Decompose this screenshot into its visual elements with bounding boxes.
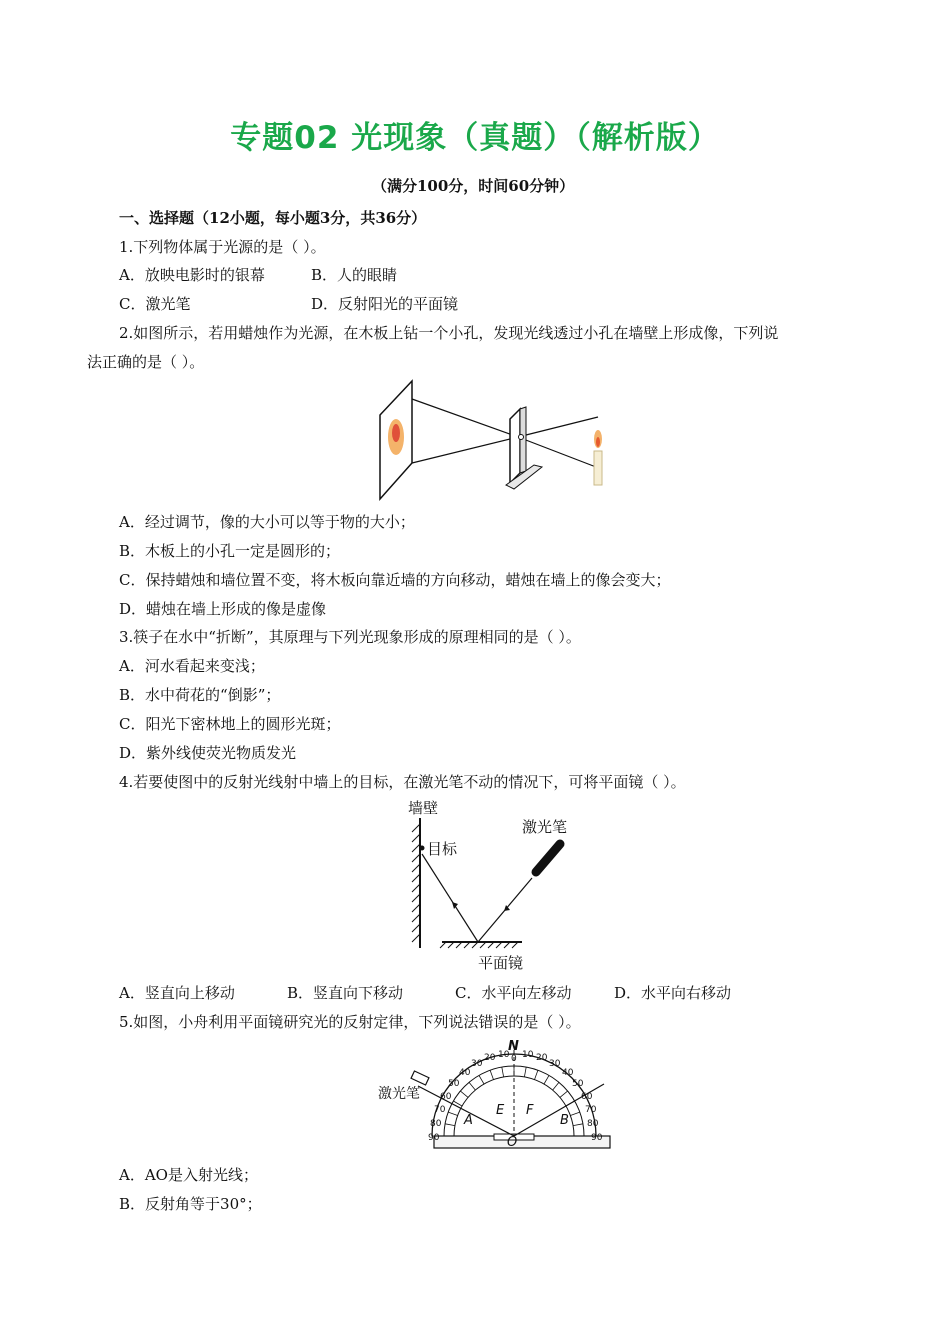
tick-50-right: 50 <box>572 1079 584 1089</box>
question-3-option-d: D．紫外线使荧光物质发光 <box>119 744 297 762</box>
tick-20-left: 20 <box>484 1053 496 1063</box>
tick-70-left: 70 <box>434 1105 446 1115</box>
question-3-option-b: B．水中荷花的“倒影”； <box>119 686 281 704</box>
question-5-option-a: A．AO是入射光线； <box>119 1166 258 1184</box>
tick-80-right: 80 <box>587 1119 599 1129</box>
question-2-option-d: D．蜡烛在墙上形成的像是虚像 <box>119 600 327 618</box>
section-heading: 一、选择题（12小题，每小题3分，共36分） <box>119 209 427 227</box>
point-a-label: A <box>464 1113 473 1128</box>
tick-70-right: 70 <box>585 1105 597 1115</box>
tick-80-left: 80 <box>430 1119 442 1129</box>
point-b-label: B <box>560 1113 569 1128</box>
question-3-stem: 3.筷子在水中“折断”，其原理与下列光现象形成的原理相同的是（ ）。 <box>119 628 581 646</box>
question-3-option-a: A．河水看起来变浅； <box>119 657 265 675</box>
laser-pen <box>536 844 560 872</box>
tick-0: 0 <box>511 1054 517 1064</box>
question-4-option-b: B．竖直向下移动 <box>287 984 404 1002</box>
question-1-stem: 1.下列物体属于光源的是（ ）。 <box>119 238 326 256</box>
tick-40-right: 40 <box>562 1068 574 1078</box>
pinhole-board <box>510 409 520 483</box>
board-f-label: F <box>526 1103 534 1118</box>
question-1-option-d: D．反射阳光的平面镜 <box>311 295 459 313</box>
question-2-option-c: C．保持蜡烛和墙位置不变，将木板向靠近墙的方向移动，蜡烛在墙上的像会变大； <box>119 571 671 589</box>
candle <box>594 451 602 485</box>
board-e-label: E <box>496 1103 505 1118</box>
reflection-mirror-figure <box>400 796 600 976</box>
tick-90-left: 90 <box>428 1133 440 1143</box>
point-o-label: O <box>507 1135 518 1150</box>
laser-label: 激光笔 <box>522 818 568 836</box>
laser-label: 激光笔 <box>378 1086 420 1102</box>
ray-top <box>412 399 518 437</box>
laser-pen-box <box>411 1071 429 1085</box>
question-5-stem: 5.如图，小舟利用平面镜研究光的反射定律，下列说法错误的是（ ）。 <box>119 1013 581 1031</box>
tick-20-right: 20 <box>536 1053 548 1063</box>
reflection-protractor-figure <box>370 1036 620 1156</box>
tick-10-right: 10 <box>522 1050 534 1060</box>
tick-40-left: 40 <box>459 1068 471 1078</box>
question-4-option-a: A．竖直向上移动 <box>119 984 235 1002</box>
question-2-option-a: A．经过调节，像的大小可以等于物的大小； <box>119 513 415 531</box>
tick-30-right: 30 <box>549 1059 561 1069</box>
question-1-option-a: A．放映电影时的银幕 <box>119 266 265 284</box>
question-1-option-b: B．人的眼睛 <box>311 266 398 284</box>
question-1-option-c: C．激光笔 <box>119 295 191 313</box>
question-2-stem-line1: 2.如图所示，若用蜡烛作为光源，在木板上钻一个小孔，发现光线透过小孔在墙壁上形成像，下列说 <box>119 324 779 342</box>
page-subtitle: （满分100分，时间60分钟） <box>372 177 575 195</box>
question-2-option-b: B．木板上的小孔一定是圆形的； <box>119 542 341 560</box>
target-label: 目标 <box>427 840 458 858</box>
tick-50-left: 50 <box>448 1079 460 1089</box>
reflected-ray <box>422 854 478 942</box>
wall-label: 墙壁 <box>408 799 439 817</box>
question-4-stem: 4.若要使图中的反射光线射中墙上的目标，在激光笔不动的情况下，可将平面镜（ ）。 <box>119 773 686 791</box>
tick-60-right: 60 <box>581 1092 593 1102</box>
pinhole-camera-figure <box>370 375 620 505</box>
question-4-option-d: D．水平向右移动 <box>614 984 732 1002</box>
question-3-option-c: C．阳光下密林地上的圆形光斑； <box>119 715 341 733</box>
ray-bottom <box>412 437 518 463</box>
question-5-option-b: B．反射角等于30°； <box>119 1195 262 1213</box>
pinhole <box>519 435 524 440</box>
tick-10-left: 10 <box>498 1050 510 1060</box>
target-dot <box>420 846 425 851</box>
normal-label: N <box>508 1039 519 1054</box>
tick-60-left: 60 <box>440 1092 452 1102</box>
page-title: 专题02 光现象（真题）（解析版） <box>230 120 720 156</box>
question-4-option-c: C．水平向左移动 <box>455 984 572 1002</box>
mirror-label: 平面镜 <box>478 954 524 972</box>
question-2-stem-line2: 法正确的是（ ）。 <box>87 353 205 371</box>
tick-90-right: 90 <box>591 1133 603 1143</box>
tick-30-left: 30 <box>471 1059 483 1069</box>
